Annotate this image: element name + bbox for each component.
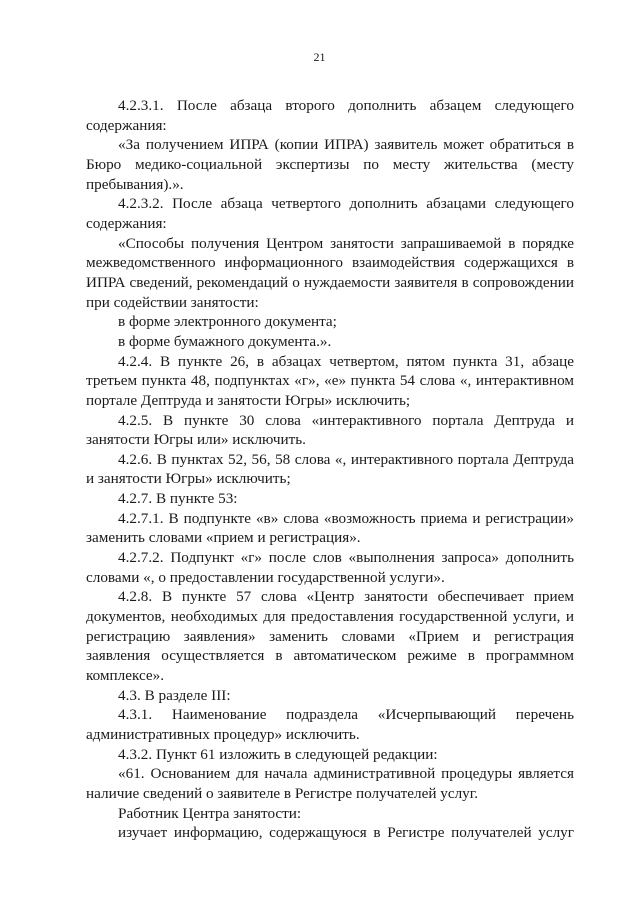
paragraph-4-2-3-2: 4.2.3.2. После абзаца четвертого дополнить абзацами следующего содержания:	[86, 195, 574, 232]
paragraph-quote-ipra: «За получением ИПРА (копии ИПРА) заявитель может обратиться в Бюро медико-социальной экспертизы по месту жительства (месту пребывания).».	[86, 136, 574, 193]
paragraph-studies-info: изучает информацию, содержащуюся в Регистре получателей услуг	[118, 824, 574, 842]
paragraph-4-3-1: 4.3.1. Наименование подраздела «Исчерпывающий перечень административных процедур» исключить.	[86, 706, 574, 743]
paragraph-4-3-2: 4.3.2. Пункт 61 изложить в следующей редакции:	[118, 745, 438, 763]
paragraph-4-2-7: 4.2.7. В пункте 53:	[118, 490, 238, 508]
paragraph-4-2-3-1: 4.2.3.1. После абзаца второго дополнить абзацем следующего содержания:	[86, 97, 574, 134]
paragraph-4-2-7-2: 4.2.7.2. Подпункт «г» после слов «выполнения запроса» дополнить словами «, о предоставлении государственной услуги».	[86, 549, 574, 586]
paragraph-paper-form: в форме бумажного документа.».	[118, 332, 332, 350]
paragraph-4-2-6: 4.2.6. В пунктах 52, 56, 58 слова «, интерактивного портала Дептруда и занятости Югры» исключить;	[86, 450, 574, 488]
paragraph-4-2-7-1: 4.2.7.1. В подпункте «в» слова «возможность приема и регистрации» заменить словами «прием и регистрация».	[86, 509, 574, 547]
paragraph-4-2-5: 4.2.5. В пункте 30 слова «интерактивного портала Дептруда и занятости Югры или» исключить.	[86, 411, 574, 449]
paragraph-4-3: 4.3. В разделе III:	[118, 686, 231, 704]
paragraph-employee: Работник Центра занятости:	[118, 804, 302, 822]
paragraph-quote-methods: «Способы получения Центром занятости запрашиваемой в порядке межведомственного информационного взаимодействия содержащихся в ИПРА сведений, рекомендаций о нуждаемости заявителя в сопровождении при содействии занятости:	[86, 234, 574, 311]
paragraph-electronic-form: в форме электронного документа;	[118, 313, 337, 331]
paragraph-4-2-4: 4.2.4. В пункте 26, в абзацах четвертом, пятом пункта 31, абзаце третьем пункта 48, подпунктах «г», «е» пункта 54 слова «, интерактивном портале Дептруда и занятости Югры» исключить;	[86, 352, 574, 409]
paragraph-4-2-8: 4.2.8. В пункте 57 слова «Центр занятости обеспечивает прием документов, необходимых для предоставления государственной услуги, и регистрацию заявления» заменить словами «Прием и регистрация заявления осуществляется в автоматическом режиме в программном комплексе».	[86, 588, 574, 685]
document-body	[86, 96, 574, 843]
page-number: 21	[313, 50, 326, 64]
paragraph-quote-61: «61. Основанием для начала административной процедуры является наличие сведений о заявителе в Регистре получателей услуг.	[86, 765, 574, 802]
